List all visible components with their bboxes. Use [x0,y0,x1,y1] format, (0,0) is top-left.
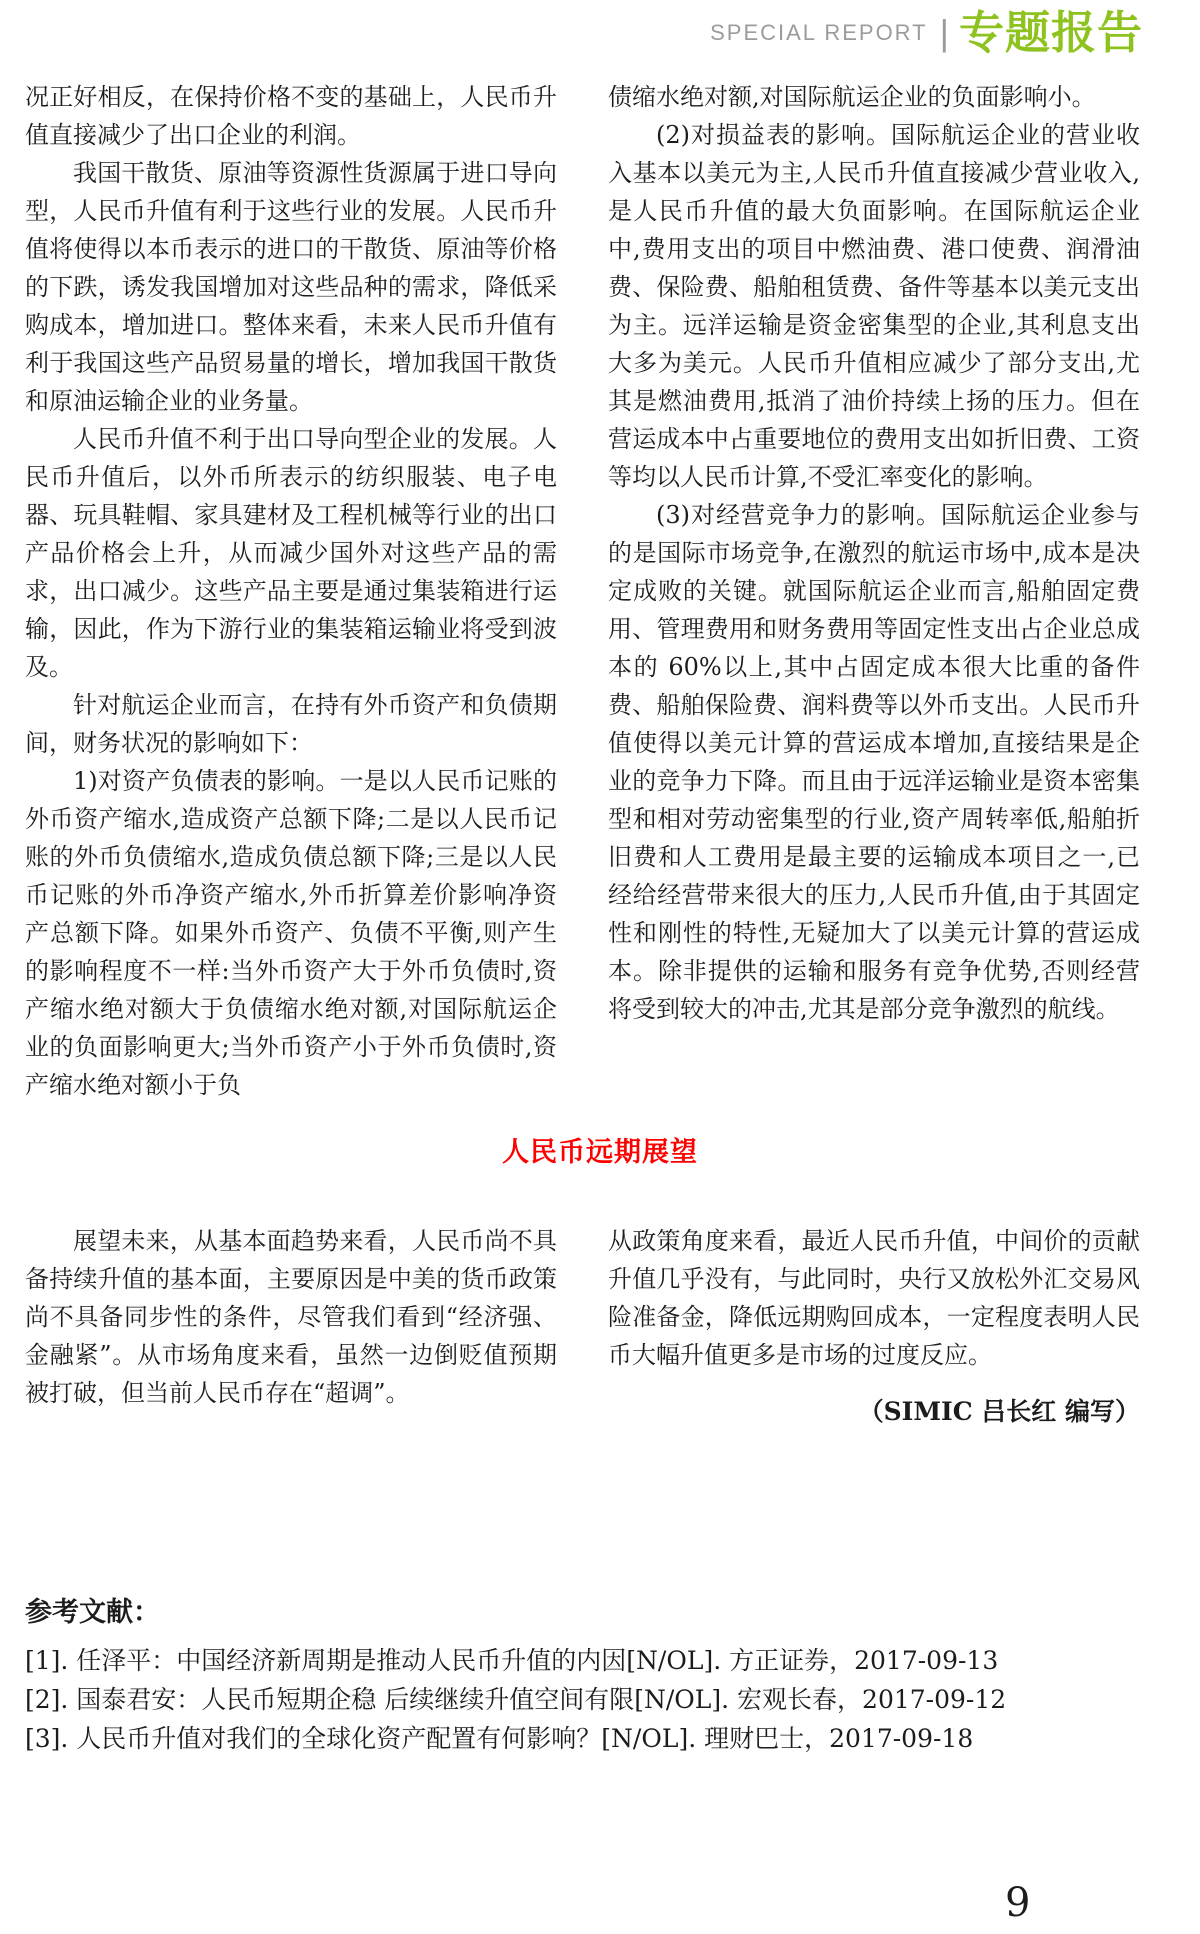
outlook-right-column [608,1222,1140,1374]
paragraph: 债缩水绝对额,对国际航运企业的负面影响小。 [608,83,1096,111]
special-report-english-label: SPECIAL REPORT [710,19,928,45]
page-number: 9 [1005,1880,1031,1926]
main-left-column [25,78,557,1104]
main-right-column [608,78,1140,1028]
reference-item: [2]. 国泰君安：人民币短期企稳 后续继续升值空间有限[N/OL]. 宏观长春，2017-09-12 [25,1685,1007,1714]
paragraph: 从政策角度来看，最近人民币升值，中间价的贡献升值几乎没有，与此同时，央行又放松外汇交易风险准备金，降低远期购回成本，一定程度表明人民币大幅升值更多是市场的过度反应。 [608,1227,1140,1369]
paragraph: (3)对经营竞争力的影响。国际航运企业参与的是国际市场竞争,在激烈的航运市场中,成本是决定成败的关键。就国际航运企业而言,船舶固定费用、管理费用和财务费用等固定性支出占企业总成本的 60%以上,其中占固定成本很大比重的备件费、船舶保险费、润料费等以外币支出。人民币升值使得以美元计算的营运成本增加,直接结果是企业的竞争力下降。而且由于远洋运输业是资本密集型和相对劳动密集型的行业,资产周转率低,船舶折旧费和人工费用是最主要的运输成本项目之一,已经给经营带来很大的压力,人民币升值,由于其固定性和刚性的特性,无疑加大了以美元计算的营运成本。除非提供的运输和服务有竞争优势,否则经营将受到较大的冲击,尤其是部分竞争激烈的航线。 [608,501,1140,1023]
header-separator: | [939,11,949,53]
paragraph: 人民币升值不利于出口导向型企业的发展。人民币升值后，以外币所表示的纺织服装、电子电器、玩具鞋帽、家具建材及工程机械等行业的出口产品价格会上升，从而减少国外对这些产品的需求，出口减少。这些产品主要是通过集装箱进行运输，因此，作为下游行业的集装箱运输业将受到波及。 [25,425,557,681]
page-header [710,7,1143,58]
special-report-chinese-label: 专题报告 [958,7,1143,58]
paragraph: 1)对资产负债表的影响。一是以人民币记账的外币资产缩水,造成资产总额下降;二是以人民币记账的外币负债缩水,造成负债总额下降;三是以人民币记账的外币净资产缩水,外币折算差价影响净资产总额下降。如果外币资产、负债不平衡,则产生的影响程度不一样:当外币资产大于外币负债时,资产缩水绝对额大于负债缩水绝对额,对国际航运企业的负面影响更大;当外币资产小于外币负债时,资产缩水绝对额小于负 [25,767,557,1099]
paragraph: 展望未来，从基本面趋势来看，人民币尚不具备持续升值的基本面，主要原因是中美的货币政策尚不具备同步性的条件，尽管我们看到“经济强、金融紧”。从市场角度来看，虽然一边倒贬值预期被打破，但当前人民币存在“超调”。 [25,1227,557,1407]
author-byline: （SIMIC 吕长红 编写） [858,1397,1140,1426]
outlook-section-heading: 人民币远期展望 [502,1137,698,1168]
paragraph: (2)对损益表的影响。国际航运企业的营业收入基本以美元为主,人民币升值直接减少营业收入,是人民币升值的最大负面影响。在国际航运企业中,费用支出的项目中燃油费、港口使费、润滑油费、保险费、船舶租赁费、备件等基本以美元支出为主。远洋运输是资金密集型的企业,其利息支出大多为美元。人民币升值相应减少了部分支出,尤其是燃油费用,抵消了油价持续上扬的压力。但在营运成本中占重要地位的费用支出如折旧费、工资等均以人民币计算,不受汇率变化的影响。 [608,121,1140,491]
references-heading: 参考文献： [25,1597,160,1628]
reference-item: [1]. 任泽平：中国经济新周期是推动人民币升值的内因[N/OL]. 方正证券，2017-09-13 [25,1646,999,1675]
paragraph: 况正好相反，在保持价格不变的基础上，人民币升值直接减少了出口企业的利润。 [25,83,557,149]
reference-item: [3]. 人民币升值对我们的全球化资产配置有何影响？[N/OL]. 理财巴士，2017-09-18 [25,1724,974,1753]
outlook-left-column [25,1222,557,1412]
references-section [25,1590,1155,1758]
paragraph: 针对航运企业而言，在持有外币资产和负债期间，财务状况的影响如下： [25,691,557,757]
paragraph: 我国干散货、原油等资源性货源属于进口导向型，人民币升值有利于这些行业的发展。人民币升值将使得以本币表示的进口的干散货、原油等价格的下跌，诱发我国增加对这些品种的需求，降低采购成本，增加进口。整体来看，未来人民币升值有利于我国这些产品贸易量的增长，增加我国干散货和原油运输企业的业务量。 [25,159,557,415]
